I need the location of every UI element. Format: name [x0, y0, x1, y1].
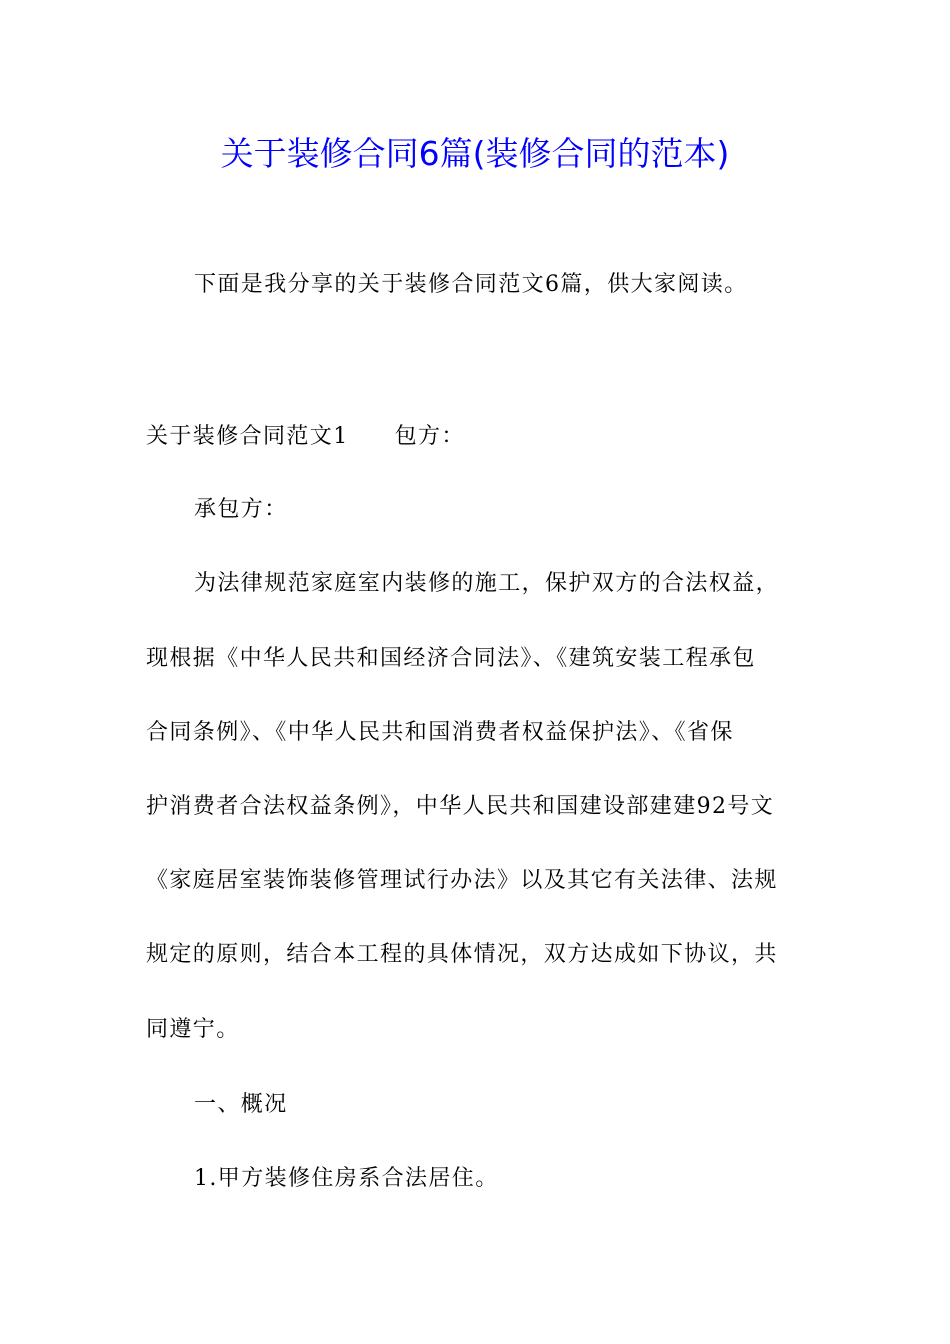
document-title: 关于装修合同6篇(装修合同的范本) — [220, 134, 730, 173]
paragraph-line-2: 现根据《中华人民共和国经济合同法》、《建筑安装工程承包 — [146, 646, 756, 671]
paragraph-line-4: 护消费者合法权益条例》，中华人民共和国建设部建建92号文 — [146, 794, 775, 819]
party-b-label: 承包方： — [194, 497, 288, 522]
party-a-label: 包方： — [394, 424, 465, 449]
subheading: 一、概况 — [194, 1092, 288, 1117]
paragraph-line-3: 合同条例》、《中华人民共和国消费者权益保护法》、《省保 — [146, 720, 734, 745]
list-item-1: 1.甲方装修住房系合法居住。 — [194, 1166, 499, 1191]
paragraph-line-7: 同遵宁。 — [146, 1017, 240, 1042]
paragraph-line-1: 为法律规范家庭室内装修的施工，保护双方的合法权益， — [194, 571, 780, 596]
paragraph-line-6: 规定的原则，结合本工程的具体情况，双方达成如下协议，共 — [146, 942, 778, 967]
intro-text: 下面是我分享的关于装修合同范文6篇，供大家阅读。 — [194, 272, 748, 297]
paragraph-line-5: 《家庭居室装饰装修管理试行办法》以及其它有关法律、法规 — [146, 868, 778, 893]
section-heading-row — [146, 420, 810, 454]
section-heading: 关于装修合同范文1 — [146, 424, 349, 449]
